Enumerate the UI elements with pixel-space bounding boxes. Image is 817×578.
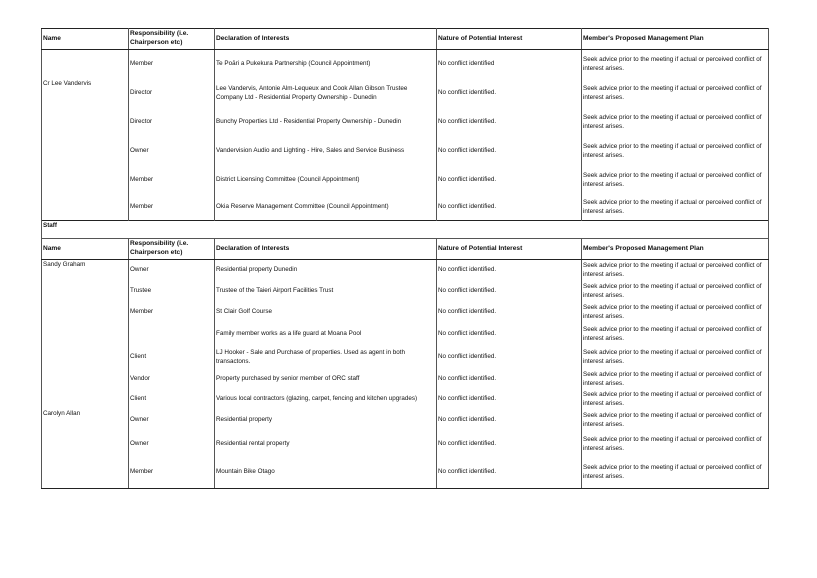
plan-cell: Seek advice prior to the meeting if actual or perceived conflict of interest arises. — [582, 195, 769, 221]
responsibility-cell: Member — [129, 50, 215, 80]
declaration-cell: Bunchy Properties Ltd - Residential Property Ownership - Dunedin — [215, 108, 437, 137]
nature-cell: No conflict identified. — [437, 166, 582, 195]
responsibility-cell: Member — [129, 302, 215, 323]
header-responsibility: Responsibility (i.e. Chairperson etc) — [129, 29, 215, 50]
plan-cell: Seek advice prior to the meeting if actual or perceived conflict of interest arises. — [582, 409, 769, 432]
declaration-cell: Residential property Dunedin — [215, 260, 437, 282]
plan-cell: Seek advice prior to the meeting if actual or perceived conflict of interest arises. — [582, 457, 769, 489]
name-cell: Sandy Graham — [42, 260, 129, 282]
nature-cell: No conflict identified. — [437, 457, 582, 489]
plan-cell: Seek advice prior to the meeting if actual or perceived conflict of interest arises. — [582, 260, 769, 282]
plan-cell: Seek advice prior to the meeting if actual or perceived conflict of interest arises. — [582, 108, 769, 137]
plan-cell: Seek advice prior to the meeting if actual or perceived conflict of interest arises. — [582, 302, 769, 323]
plan-cell: Seek advice prior to the meeting if actual or perceived conflict of interest arises. — [582, 346, 769, 369]
declaration-cell: Residential rental property — [215, 432, 437, 457]
name-cell — [42, 432, 129, 457]
nature-cell: No conflict identified. — [437, 137, 582, 166]
declaration-cell: Trustee of the Taieri Airport Facilities Trust — [215, 281, 437, 302]
nature-cell: No conflict identified. — [437, 409, 582, 432]
declaration-cell: Various local contractors (glazing, carpet, fencing and kitchen upgrades) — [215, 390, 437, 409]
header-declaration: Declaration of Interests — [215, 29, 437, 50]
responsibility-cell: Owner — [129, 409, 215, 432]
header-plan: Member's Proposed Management Plan — [582, 239, 769, 260]
name-cell — [42, 50, 129, 80]
declaration-cell: LJ Hooker - Sale and Purchase of properties. Used as agent in both transactons. — [215, 346, 437, 369]
declaration-cell: Property purchased by senior member of ORC staff — [215, 369, 437, 390]
table-row — [42, 195, 769, 221]
table-row — [42, 137, 769, 166]
table-row — [42, 302, 769, 323]
name-cell — [42, 323, 129, 346]
header-row-staff — [42, 239, 769, 260]
table-row — [42, 346, 769, 369]
nature-cell: No conflict identified — [437, 50, 582, 80]
declaration-cell: St Clair Golf Course — [215, 302, 437, 323]
plan-cell: Seek advice prior to the meeting if actual or perceived conflict of interest arises. — [582, 281, 769, 302]
table-row — [42, 432, 769, 457]
responsibility-cell: Vendor — [129, 369, 215, 390]
declaration-cell: District Licensing Committee (Council Appointment) — [215, 166, 437, 195]
name-cell — [42, 369, 129, 390]
section-title: Staff — [42, 221, 769, 239]
plan-cell: Seek advice prior to the meeting if actual or perceived conflict of interest arises. — [582, 432, 769, 457]
table-row — [42, 260, 769, 282]
table-row — [42, 108, 769, 137]
table-row — [42, 409, 769, 432]
responsibility-cell: Member — [129, 166, 215, 195]
responsibility-cell: Owner — [129, 432, 215, 457]
nature-cell: No conflict identified. — [437, 346, 582, 369]
name-cell: Carolyn Allan — [42, 409, 129, 432]
name-cell — [42, 346, 129, 369]
header-row — [42, 29, 769, 50]
responsibility-cell: Client — [129, 346, 215, 369]
plan-cell: Seek advice prior to the meeting if actual or perceived conflict of interest arises. — [582, 166, 769, 195]
nature-cell: No conflict identified. — [437, 260, 582, 282]
plan-cell: Seek advice prior to the meeting if actual or perceived conflict of interest arises. — [582, 50, 769, 80]
responsibility-cell: Trustee — [129, 281, 215, 302]
header-plan: Member's Proposed Management Plan — [582, 29, 769, 50]
name-cell — [42, 137, 129, 166]
name-cell — [42, 166, 129, 195]
table-row — [42, 281, 769, 302]
responsibility-cell: Owner — [129, 137, 215, 166]
name-cell — [42, 195, 129, 221]
name-cell — [42, 457, 129, 489]
header-declaration: Declaration of Interests — [215, 239, 437, 260]
header-name: Name — [42, 29, 129, 50]
interests-register-table — [41, 28, 769, 489]
declaration-cell: Okia Reserve Management Committee (Council Appointment) — [215, 195, 437, 221]
nature-cell: No conflict identified. — [437, 195, 582, 221]
name-cell — [42, 302, 129, 323]
responsibility-cell: Member — [129, 457, 215, 489]
table-row — [42, 166, 769, 195]
responsibility-cell: Client — [129, 390, 215, 409]
name-cell — [42, 390, 129, 409]
responsibility-cell — [129, 323, 215, 346]
plan-cell: Seek advice prior to the meeting if actual or perceived conflict of interest arises. — [582, 323, 769, 346]
nature-cell: No conflict identified. — [437, 302, 582, 323]
table-row — [42, 323, 769, 346]
responsibility-cell: Director — [129, 79, 215, 108]
nature-cell: No conflict identified. — [437, 369, 582, 390]
responsibility-cell: Member — [129, 195, 215, 221]
name-cell — [42, 108, 129, 137]
table-row — [42, 79, 769, 108]
declaration-cell: Vandervision Audio and Lighting - Hire, Sales and Service Business — [215, 137, 437, 166]
plan-cell: Seek advice prior to the meeting if actual or perceived conflict of interest arises. — [582, 390, 769, 409]
nature-cell: No conflict identified. — [437, 79, 582, 108]
nature-cell: No conflict identified. — [437, 108, 582, 137]
section-row-staff — [42, 221, 769, 239]
declaration-cell: Lee Vandervis, Antonie Alm-Lequeux and Cook Allan Gibson Trustee Company Ltd - Residential Property Ownership - Dunedin — [215, 79, 437, 108]
declaration-cell: Mountain Bike Otago — [215, 457, 437, 489]
table-row — [42, 50, 769, 80]
table-row — [42, 390, 769, 409]
header-name: Name — [42, 239, 129, 260]
nature-cell: No conflict identified. — [437, 323, 582, 346]
plan-cell: Seek advice prior to the meeting if actual or perceived conflict of interest arises. — [582, 369, 769, 390]
name-cell: Cr Lee Vandervis — [42, 79, 129, 108]
table-row — [42, 369, 769, 390]
header-nature: Nature of Potential Interest — [437, 239, 582, 260]
declaration-cell: Te Poāri a Pukekura Partnership (Council Appointment) — [215, 50, 437, 80]
name-cell — [42, 281, 129, 302]
plan-cell: Seek advice prior to the meeting if actual or perceived conflict of interest arises. — [582, 79, 769, 108]
nature-cell: No conflict identified. — [437, 390, 582, 409]
table-row — [42, 457, 769, 489]
declaration-cell: Family member works as a life guard at Moana Pool — [215, 323, 437, 346]
declaration-cell: Residential property — [215, 409, 437, 432]
nature-cell: No conflict identified. — [437, 281, 582, 302]
header-responsibility: Responsibility (i.e. Chairperson etc) — [129, 239, 215, 260]
responsibility-cell: Owner — [129, 260, 215, 282]
header-nature: Nature of Potential Interest — [437, 29, 582, 50]
responsibility-cell: Director — [129, 108, 215, 137]
nature-cell: No conflict identified. — [437, 432, 582, 457]
plan-cell: Seek advice prior to the meeting if actual or perceived conflict of interest arises. — [582, 137, 769, 166]
